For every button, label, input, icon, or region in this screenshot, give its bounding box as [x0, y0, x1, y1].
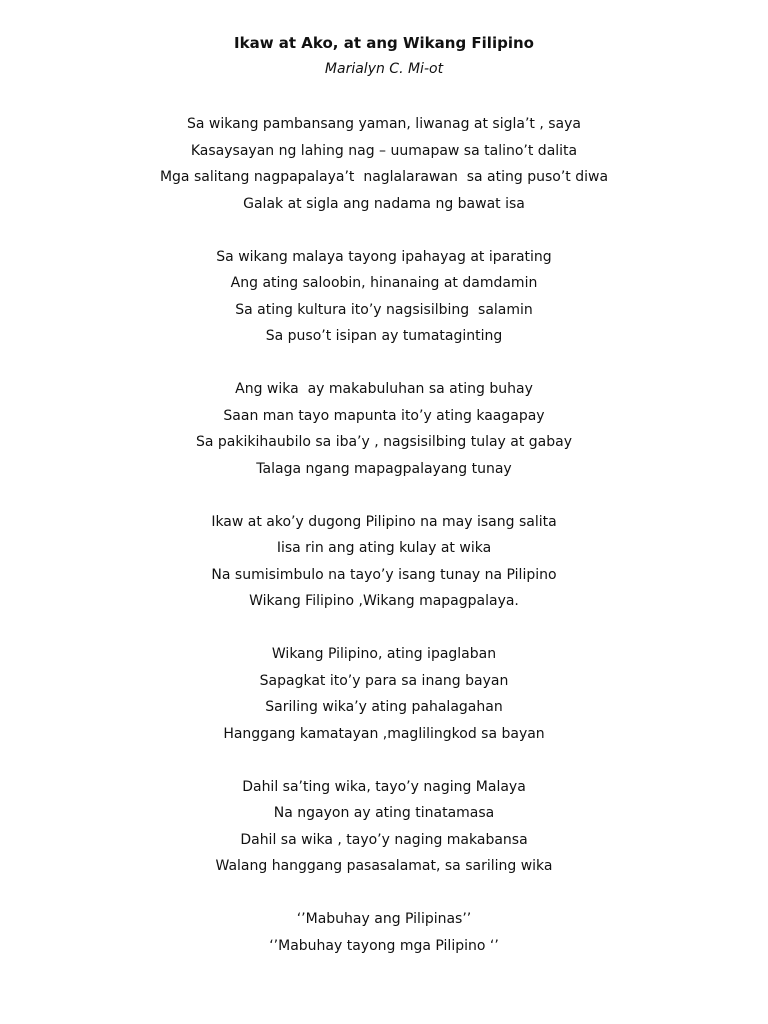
poem-body: [0, 111, 768, 959]
closing-line: ‘’Mabuhay tayong mga Pilipino ‘’: [269, 937, 499, 954]
poem-line: Hanggang kamatayan ,maglilingkod sa bayan: [223, 725, 545, 742]
poem-author: Marialyn C. Mi-ot: [324, 61, 444, 77]
poem-line: Ang ating saloobin, hinanaing at damdamin: [230, 275, 538, 291]
poem-line: Mga salitang nagpapalaya’t naglalarawan sa ating puso’t diwa: [159, 169, 609, 185]
poem-line: Na sumisimbulo na tayo’y isang tunay na Pilipino: [211, 566, 557, 583]
poem-line: Sa ating kultura ito’y nagsisilbing salamin: [235, 301, 533, 318]
stanza: [0, 509, 768, 615]
poem-line: Talaga ngang mapagpalayang tunay: [256, 460, 512, 477]
poem-line: Saan man tayo mapunta ito’y ating kaagapay: [223, 407, 545, 424]
stanza: [0, 641, 768, 747]
closing-stanza: [0, 906, 768, 959]
poem-line: Sapagkat ito’y para sa inang bayan: [259, 672, 509, 689]
poem-line: Galak at sigla ang nadama ng bawat isa: [243, 195, 525, 212]
poem-line: Wikang Filipino ,Wikang mapagpalaya.: [249, 593, 519, 609]
poem-line: Wikang Pilipino, ating ipaglaban: [271, 646, 497, 662]
poem-line: Na ngayon ay ating tinatamasa: [273, 805, 495, 821]
stanza: [0, 244, 768, 350]
poem-title: Ikaw at Ako, at ang Wikang Filipino: [234, 34, 534, 52]
stanza: [0, 774, 768, 880]
poem-line: Sa pakikihaubilo sa iba’y , nagsisilbing tulay at gabay: [195, 434, 573, 450]
stanza: [0, 111, 768, 217]
stanza: [0, 376, 768, 482]
poem-line: Kasaysayan ng lahing nag – uumapaw sa talino’t dalita: [190, 142, 578, 159]
closing-line: ‘’Mabuhay ang Pilipinas’’: [296, 911, 472, 927]
poem-line: Walang hanggang pasasalamat, sa sariling wika: [215, 858, 553, 874]
poem-line: Iisa rin ang ating kulay at wika: [276, 540, 492, 556]
poem-line: Sa wikang pambansang yaman, liwanag at sigla’t , saya: [187, 116, 581, 132]
poem-line: Ikaw at ako’y dugong Pilipino na may isang salita: [211, 513, 557, 530]
poem-line: Sa puso’t isipan ay tumataginting: [265, 328, 503, 344]
poem-line: Dahil sa’ting wika, tayo’y naging Malaya: [242, 778, 526, 795]
poem-line: Dahil sa wika , tayo’y naging makabansa: [240, 831, 528, 848]
poem-line: Sariling wika’y ating pahalagahan: [265, 699, 503, 715]
poem-line: Sa wikang malaya tayong ipahayag at iparating: [216, 248, 552, 265]
poem-line: Ang wika ay makabuluhan sa ating buhay: [235, 381, 533, 397]
